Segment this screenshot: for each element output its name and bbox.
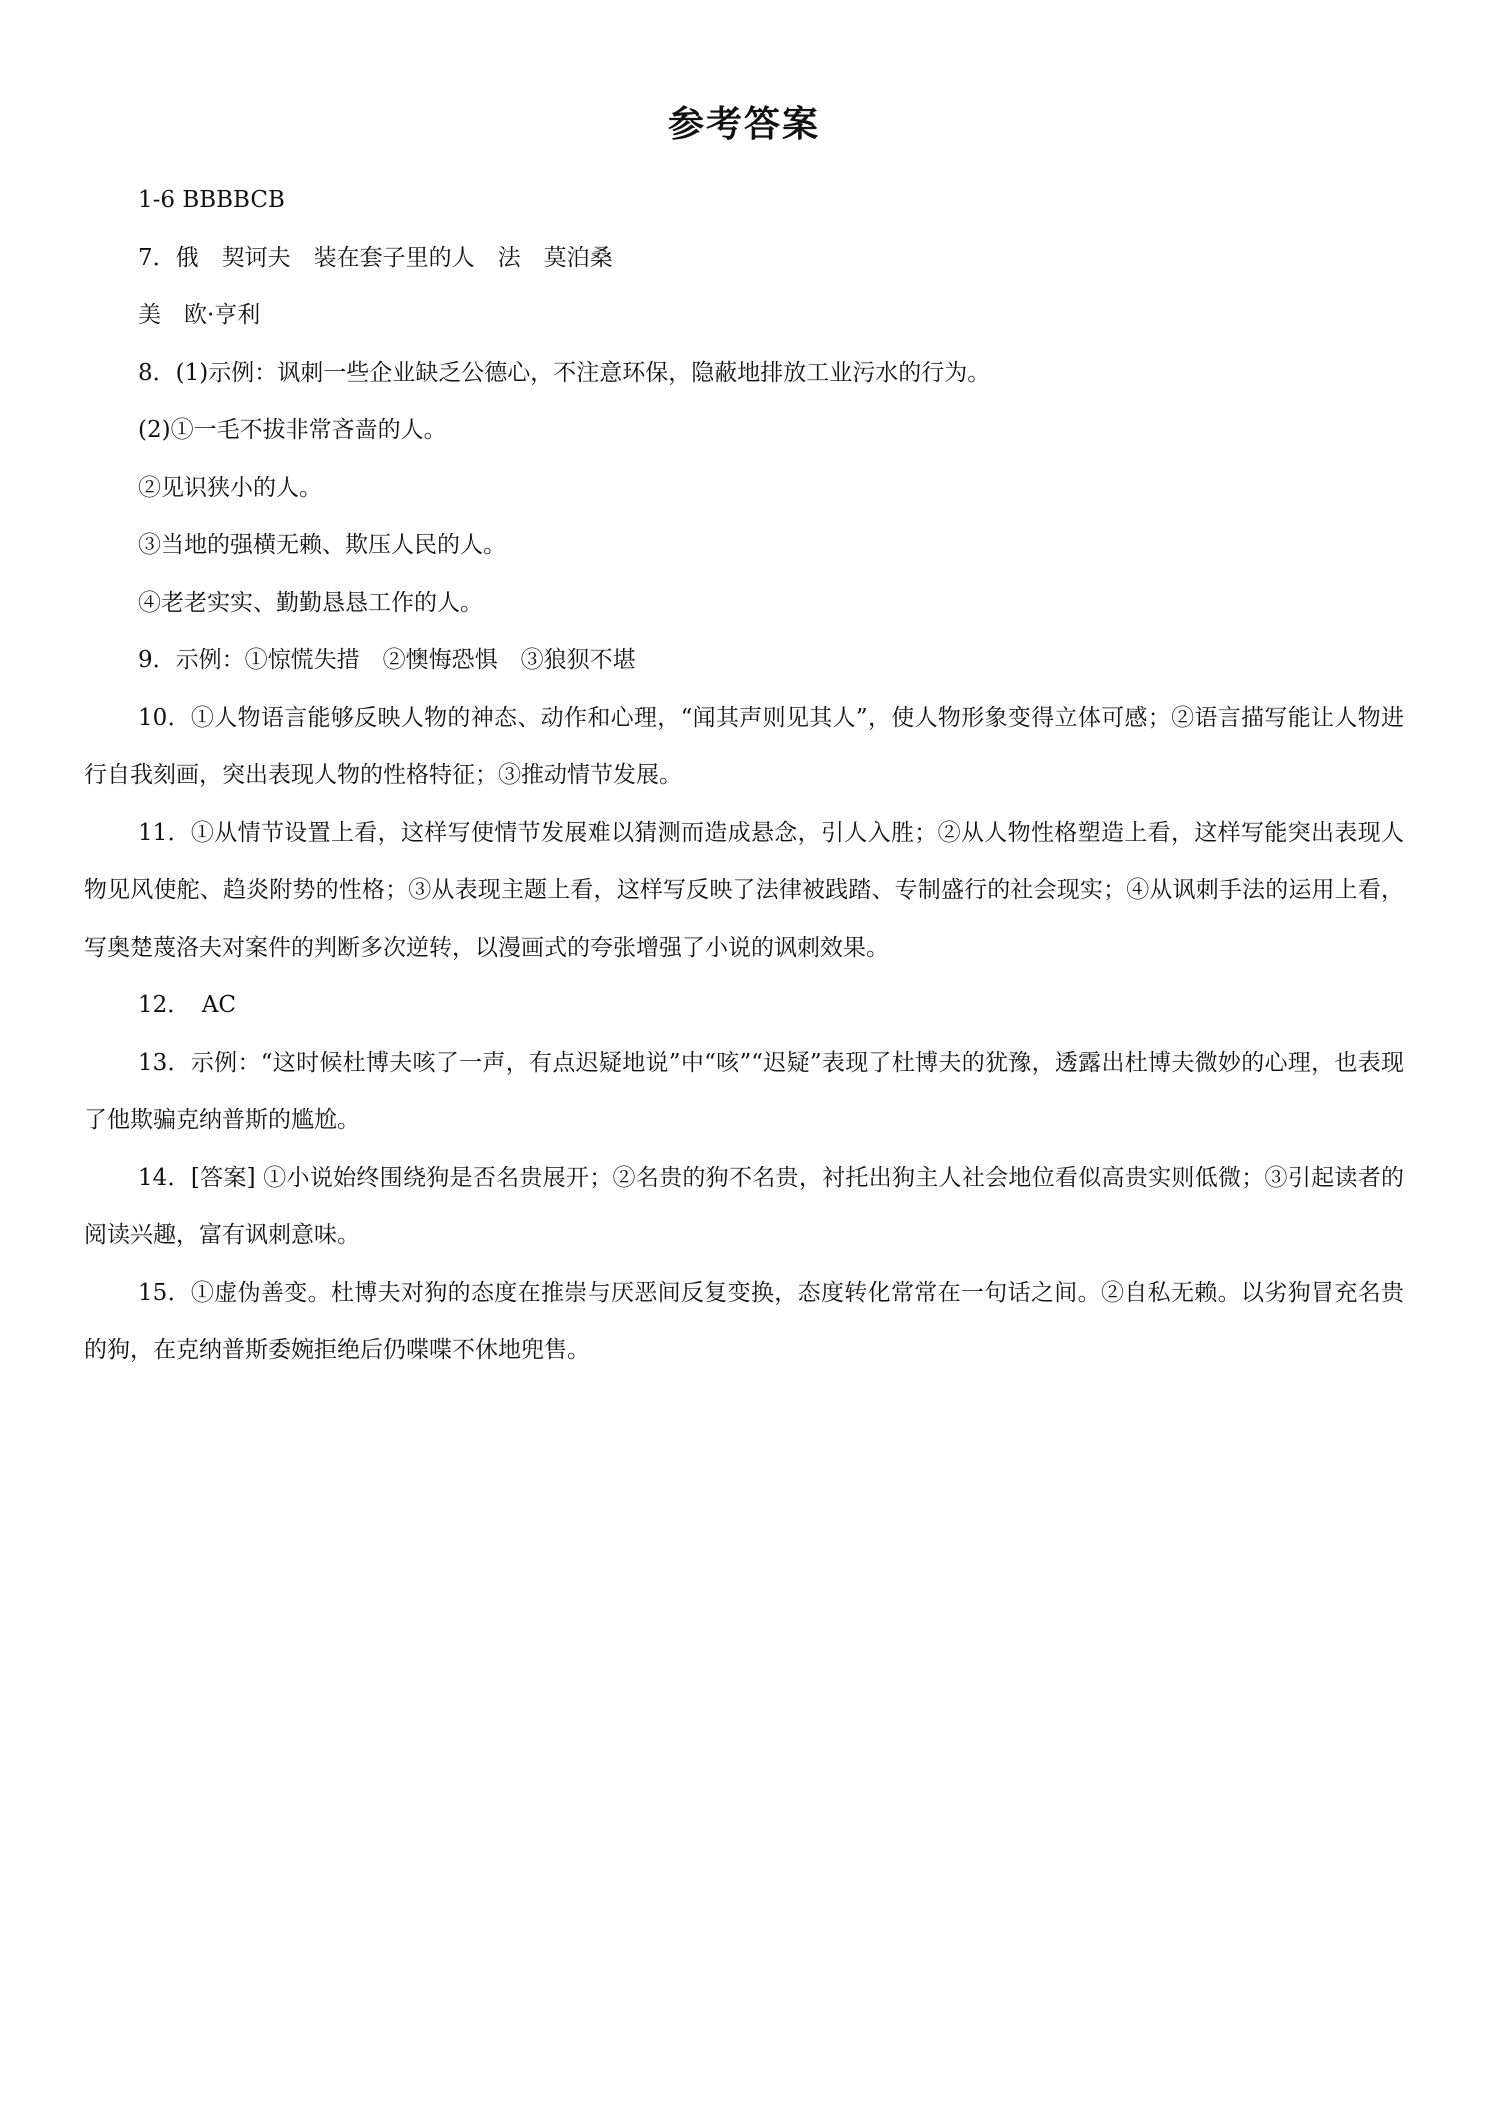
answer-line-8-2c: ③当地的强横无赖、欺压人民的人。 [138, 532, 506, 558]
answer-line-7-cont: 美 欧·亨利 [138, 302, 261, 328]
answer-line-14: 14．[答案] ①小说始终围绕狗是否名贵展开；②名贵的狗不名贵，衬托出狗主人社会地位看似高贵实则低微；③引起读者的阅读兴趣，富有讽刺意味。 [84, 1164, 1404, 1248]
answer-line-9: 9．示例：①惊慌失措 ②懊悔恐惧 ③狼狈不堪 [138, 647, 636, 673]
answer-line-8-2a: (2)①一毛不拔非常吝啬的人。 [138, 417, 447, 443]
answer-line-10: 10．①人物语言能够反映人物的神态、动作和心理，“闻其声则见其人”，使人物形象变得立体可感；②语言描写能让人物进行自我刻画，突出表现人物的性格特征；③推动情节发展。 [84, 704, 1404, 788]
answer-line-1-6: 1-6 BBBBCB [138, 187, 285, 213]
answer-line-8-2d: ④老老实实、勤勤恳恳工作的人。 [138, 589, 483, 616]
page-title: 参考答案 [667, 104, 820, 145]
answer-line-12: 12． AC [138, 992, 236, 1018]
answer-content [84, 172, 1404, 1380]
answer-line-15: 15．①虚伪善变。杜博夫对狗的态度在推崇与厌恶间反复变换，态度转化常常在一句话之间。②自私无赖。以劣狗冒充名贵的狗，在克纳普斯委婉拒绝后仍喋喋不休地兜售。 [84, 1279, 1404, 1363]
answer-line-8-1: 8．(1)示例：讽刺一些企业缺乏公德心，不注意环保，隐蔽地排放工业污水的行为。 [138, 359, 991, 386]
answer-line-8-2b: ②见识狭小的人。 [138, 474, 322, 501]
answer-line-7: 7．俄 契诃夫 装在套子里的人 法 莫泊桑 [138, 244, 613, 271]
answer-line-13: 13．示例：“这时候杜博夫咳了一声，有点迟疑地说”中“咳”“迟疑”表现了杜博夫的犹豫，透露出杜博夫微妙的心理，也表现了他欺骗克纳普斯的尴尬。 [84, 1049, 1404, 1133]
answer-line-11: 11．①从情节设置上看，这样写使情节发展难以猜测而造成悬念，引人入胜；②从人物性格塑造上看，这样写能突出表现人物见风使舵、趋炎附势的性格；③从表现主题上看，这样写反映了法律被践踏、专制盛行的社会现实；④从讽刺手法的运用上看，写奥楚蔑洛夫对案件的判断多次逆转，以漫画式的夸张增强了小说的讽刺效果。 [84, 819, 1404, 961]
